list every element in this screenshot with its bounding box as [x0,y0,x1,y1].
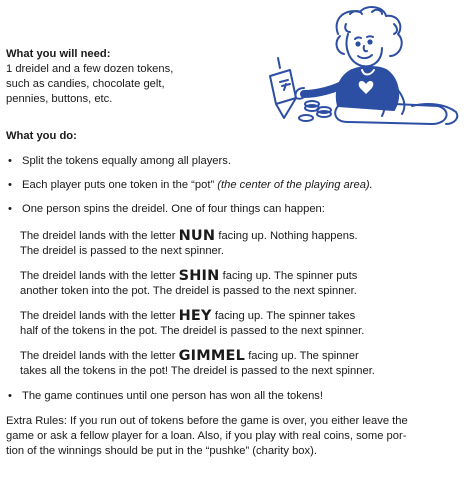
materials-line: such as candies, chocolate gelt, [6,78,165,90]
bullet-item [6,389,468,404]
extra-rules-line: Extra Rules: If you run out of tokens before the game is over, you either leave the [6,415,408,427]
dreidel-letter: HEY [178,308,212,324]
bullet-text: One person spins the dreidel. One of four things can happen: [22,203,325,215]
bullet-text: Each player puts one token in the “pot” [22,179,215,191]
dreidel-letter: SHIN [178,268,220,284]
outcome-text: The dreidel lands with the letter [20,230,176,242]
extra-rules-line: game or ask a fellow player for a loan. Also, if you play with real coins, some por- [6,430,407,442]
bullet-text: Split the tokens equally among all players. [22,155,231,167]
bullet-text-italic: (the center of the playing area). [217,179,373,191]
dreidel-letter: NUN [178,228,216,244]
outcome-text: The dreidel lands with the letter [20,350,176,362]
bullet-item [6,154,468,169]
materials-line: pennies, buttons, etc. [6,93,113,105]
outcome-text: The dreidel lands with the letter [20,270,176,282]
outcome-shin [20,269,468,299]
outcome-text: another token into the pot. The dreidel is passed to the next spinner. [20,285,357,297]
outcome-text: The dreidel is passed to the next spinner. [20,245,224,257]
bullet-item [6,202,468,217]
instructions-section [6,129,468,459]
bullet-glyph: • [8,179,12,191]
girl-spinning-dreidel-illustration [262,6,466,130]
outcome-text: half of the tokens in the pot. The dreidel is passed to the next spinner. [20,325,365,337]
outcome-text: facing up. The spinner puts [222,270,358,282]
outcome-hey [20,309,468,339]
outcome-text: facing up. The spinner takes [214,310,356,322]
materials-heading: What you will need: [6,48,111,60]
materials-line: 1 dreidel and a few dozen tokens, [6,63,174,75]
materials-section [6,47,256,107]
extra-rules [6,414,468,459]
bullet-glyph: • [8,390,12,402]
bullet-item [6,178,468,193]
outcome-gimmel [20,349,468,379]
outcome-text: takes all the tokens in the pot! The dreidel is passed to the next spinner. [20,365,375,377]
extra-rules-line: tion of the winnings should be put in the “pushke” (charity box). [6,445,317,457]
dreidel-letter: GIMMEL [178,348,246,364]
outcome-text: The dreidel lands with the letter [20,310,176,322]
bullet-glyph: • [8,203,12,215]
instructions-heading: What you do: [6,130,77,142]
bullet-glyph: • [8,155,12,167]
outcome-nun [20,229,468,259]
outcome-text: facing up. The spinner [248,350,359,362]
bullet-text: The game continues until one person has won all the tokens! [22,390,324,402]
outcome-text: facing up. Nothing happens. [218,230,358,242]
